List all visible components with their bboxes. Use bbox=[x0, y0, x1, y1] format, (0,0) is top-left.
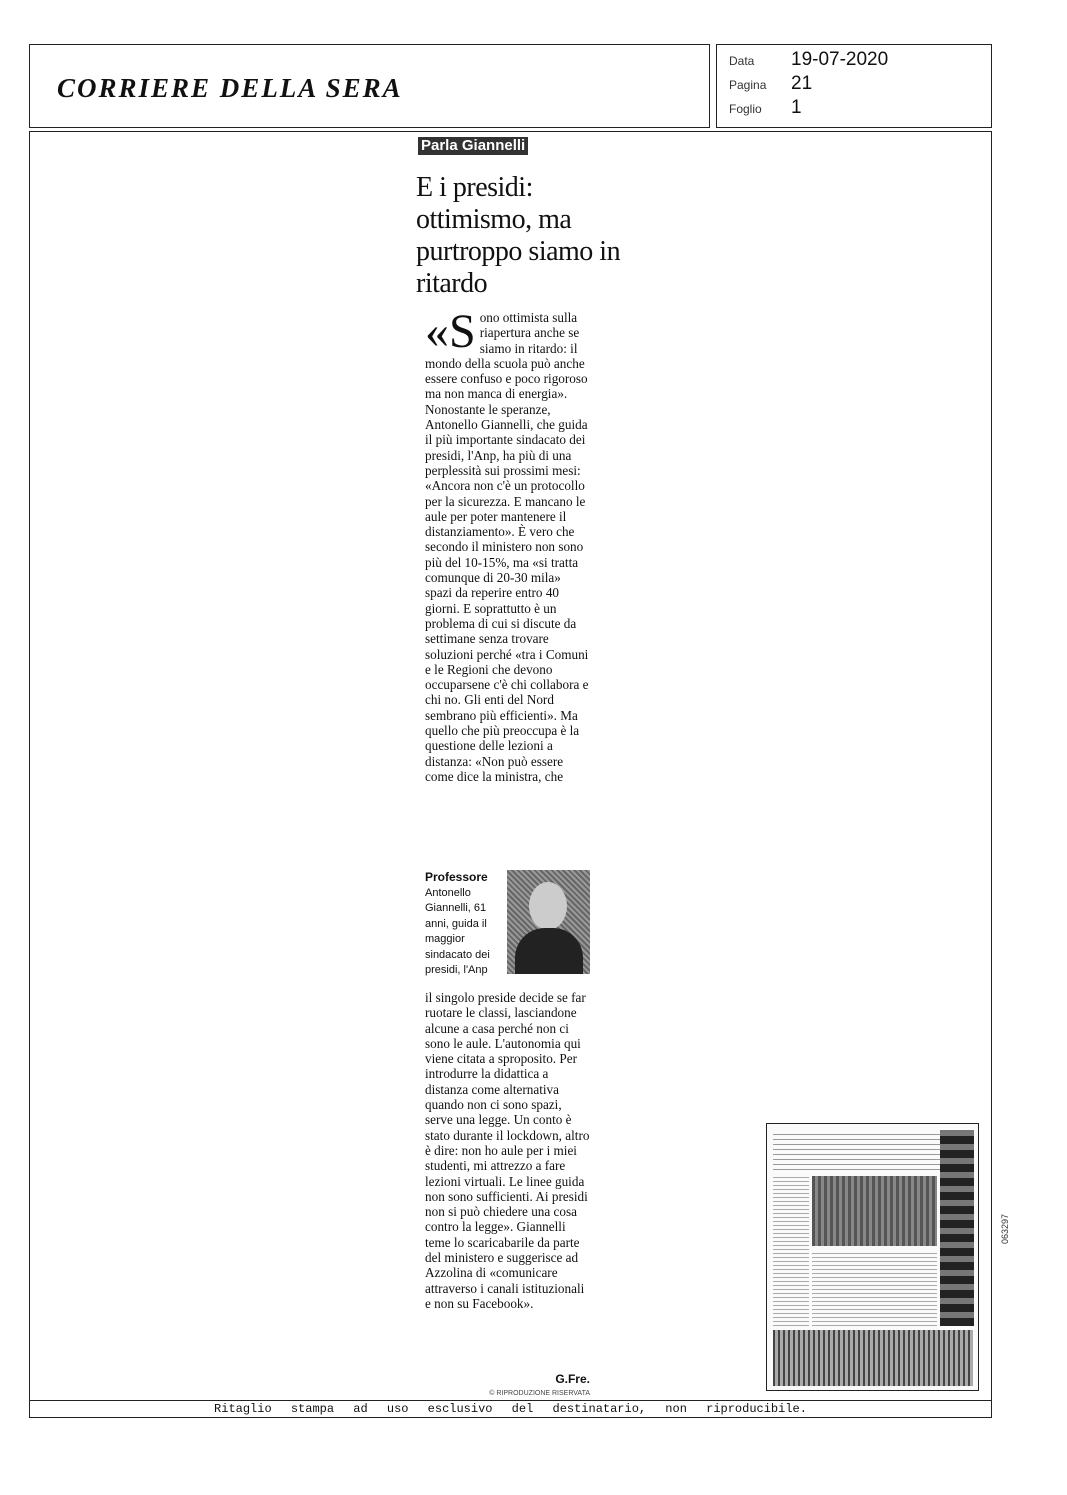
thumbnail-bottom-photo bbox=[773, 1330, 973, 1386]
article-headline: E i presidi: ottimismo, ma purtroppo siamo in ritardo bbox=[416, 172, 621, 299]
page-thumbnail bbox=[766, 1123, 979, 1391]
footer-divider bbox=[29, 1400, 992, 1401]
meta-page-row bbox=[729, 73, 812, 95]
article-body-part1 bbox=[425, 305, 590, 784]
drop-cap-quote: « bbox=[425, 305, 449, 358]
portrait-face bbox=[529, 882, 567, 930]
meta-date-value: 19-07-2020 bbox=[791, 49, 889, 70]
drop-cap-letter: S bbox=[449, 305, 476, 358]
portrait-suit bbox=[515, 928, 583, 974]
caption-text: Antonello Giannelli, 61 anni, guida il maggior sindacato dei presidi, l'Anp bbox=[425, 886, 490, 976]
thumbnail-photo bbox=[812, 1176, 937, 1246]
thumbnail-column bbox=[773, 1176, 809, 1326]
meta-page-label: Pagina bbox=[729, 78, 767, 92]
author-signature: G.Fre. bbox=[555, 1372, 590, 1386]
portrait-photo bbox=[507, 870, 590, 974]
article-text-1: ono ottimista sulla riapertura anche se siamo in ritardo: il mondo della scuola può anche essere confuso e poco rigoroso ma non manca di energia». Nonostante le speranze, Antonello Giannelli, che guida il più importante sindacato dei presidi, l'Anp, ha più di una perplessità sui prossimi mesi: «Ancora non c'è un protocollo per la sicurezza. E mancano le aule per poter mantenere il distanziamento». È vero che secondo il ministero non sono più del 10-15%, ma «si tratta comunque di 20-30 mila» spazi da reperire entro 40 giorni. E soprattutto è un problema di cui si discute da settimane senza trovare soluzioni perché «tra i Comuni e le Regioni che devono occuparsene c'è chi collabora e chi no. Gli enti del Nord sembrano più efficienti». Ma quello che più preoccupa è la questione delle lezioni a distanza: «Non può essere come dice la ministra, che bbox=[425, 310, 589, 784]
footer-notice: Ritaglio stampa ad uso esclusivo del destinatario, non riproducibile. bbox=[214, 1402, 807, 1416]
meta-date-label: Data bbox=[729, 54, 755, 68]
caption-title: Professore bbox=[425, 870, 488, 884]
article-text-2: il singolo preside decide se far ruotare le classi, lasciandone alcune a casa perché non ci sono le aule. L'autonomia qui viene citata a sproposito. Per introdurre la didattica a distanza come alternativa quando non ci sono spazi, serve una legge. Un conto è stato durante il lockdown, altro è dire: non ho aule per i miei studenti, mi attrezzo a fare lezioni virtuali. Le linee guida non sono sufficienti. Ai presidi non si può chiedere una cosa contro la legge». Giannelli teme lo scaricabarile da parte del ministero e suggerisce ad Azzolina di «comunicare attraverso i canali istituzionali e non su Facebook». bbox=[425, 990, 590, 1311]
newspaper-title: CORRIERE DELLA SERA bbox=[57, 73, 403, 103]
meta-sheet-label: Foglio bbox=[729, 102, 762, 116]
drop-cap bbox=[425, 305, 476, 358]
side-code: 063297 bbox=[1000, 1213, 1010, 1244]
meta-page-value: 21 bbox=[791, 73, 813, 94]
thumbnail-sidebar bbox=[940, 1130, 974, 1326]
article-kicker: Parla Giannelli bbox=[418, 137, 528, 155]
photo-caption bbox=[425, 870, 505, 979]
meta-sheet-value: 1 bbox=[791, 97, 802, 118]
meta-box bbox=[716, 44, 992, 128]
masthead bbox=[29, 44, 710, 128]
copyright-note: © RIPRODUZIONE RISERVATA bbox=[489, 1390, 590, 1397]
article-body-part2 bbox=[425, 990, 590, 1311]
thumbnail-text bbox=[812, 1250, 937, 1326]
meta-date-row bbox=[729, 49, 888, 71]
meta-sheet-row bbox=[729, 97, 802, 119]
